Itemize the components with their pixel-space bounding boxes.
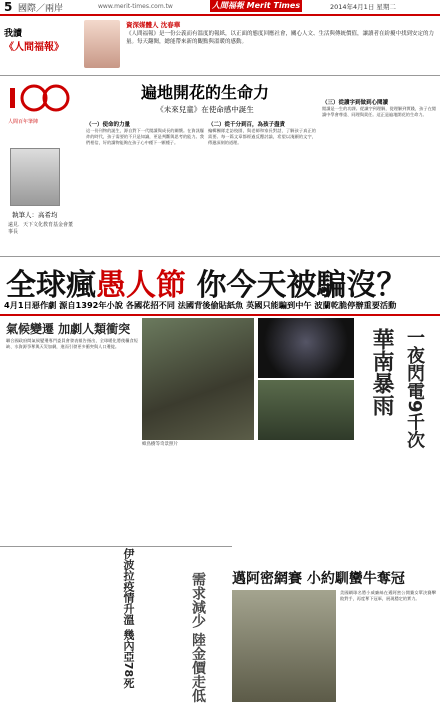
lower-divider	[0, 546, 232, 547]
section-label: 國際／兩岸	[18, 4, 64, 14]
feature-col-head-2: （二）從千分到百，為孩子盡責	[208, 122, 286, 128]
tree-photo	[142, 318, 254, 440]
intro-text: 《人間福報》是一份公義而有溫度的報紙，以正面的態度回應社會，關心人文、生活與傳統價值，讓讀者在紛擾中找到安定的力量。每天翻閱，總能帶來新的觀點與溫暖的感動。	[126, 31, 435, 45]
masthead-logo: 人間福報 Merit Times	[211, 1, 301, 10]
feature-col-2: 編輯團隊走訪校園，與老師和家長對話，了解孩子真正的需要。每一篇文章都經過反覆討論，希望以淺顯的文字，傳遞深刻的道理。	[208, 128, 316, 146]
headline-highlight: 愚人節	[96, 268, 186, 303]
feature-col-head-3: （三）從讀字到做到心閱讀	[322, 100, 389, 106]
intro-label: 我讀	[4, 29, 23, 39]
author-photo	[10, 148, 60, 206]
intro-title: 資深媒體人 沈春華	[126, 21, 181, 29]
tennis-headline: 邁阿密網賽 小約馴蠻牛奪冠	[232, 571, 405, 587]
feature-divider	[0, 256, 440, 257]
badge-logo-icon	[4, 80, 76, 120]
deck-rule	[0, 314, 440, 316]
night-photo	[258, 318, 354, 378]
headline-part1: 全球瘋	[6, 268, 96, 303]
feature-badge	[4, 80, 76, 120]
intro-portrait	[84, 20, 120, 68]
feature-subtitle: 《未來兒童》在使命感中誕生	[156, 105, 254, 114]
page-number: 5	[4, 0, 13, 14]
headline-part2: 你今天被騙沒？	[186, 268, 407, 303]
storm-headline-2: 一夜閃電9千次	[404, 328, 425, 449]
author-label: 執筆人：高希均	[12, 211, 58, 219]
garden-photo	[258, 380, 354, 440]
feature-badge-text: 人間百年筆陣	[8, 119, 39, 125]
site-url[interactable]: www.merit-times.com.tw	[98, 3, 173, 10]
gold-headline: 需求減少 陸金價走低	[190, 572, 206, 703]
main-headline	[6, 260, 436, 304]
feature-col-head-1: （一）使命的力量	[86, 122, 131, 128]
issue-date: 2014年4月1日 星期二	[330, 3, 396, 11]
climate-text: 聯合國政府間氣候變遷專門委員會發表報告指出，全球暖化將使糧食短缺、水資源爭奪與天災加劇，進而引發更多衝突與人口遷徙。	[6, 338, 138, 350]
ebola-headline: 伊波拉疫情升溫 幾內亞78死	[122, 548, 135, 689]
tennis-text: 美國網球名將小威廉絲在邁阿密公開賽女單決賽擊敗對手，再度奪下冠軍，展現穩定的實力。	[340, 590, 436, 602]
photo-caption: 蜂鳥樹等奇景照片	[142, 442, 178, 447]
feature-col-3: 閱讀是一生的功課。從識字到理解，從理解到實踐，孩子在閱讀中學會尊重、同理與責任。這正是遍地開花的生命力。	[322, 106, 436, 118]
feature-col-1: 這一份刊物的誕生，源自對下一代閱讀與成長的關懷。在資訊爆炸的時代，孩子需要的不只是知識，更是判斷與思考的能力。我們相信，好的讀物能夠在孩子心中種下一顆種子。	[86, 128, 204, 146]
intro-paper: 《人間福報》	[4, 42, 64, 53]
climate-headline: 氣候變遷 加劇人類衝突	[6, 322, 131, 336]
tennis-photo	[232, 590, 336, 702]
intro-divider	[0, 75, 440, 76]
storm-headline-1: 華南暴雨	[369, 328, 394, 416]
feature-title: 遍地開花的生命力	[140, 83, 269, 102]
author-bio: 遠見．天下文化教育基金會董事長	[8, 222, 74, 235]
headline-deck: 4月1日惡作劇 源自1392年小說 各國花招不同 法國背後偷貼紙魚 英國只能騙到中午 波蘭乾脆停辦重要活動	[4, 300, 397, 310]
